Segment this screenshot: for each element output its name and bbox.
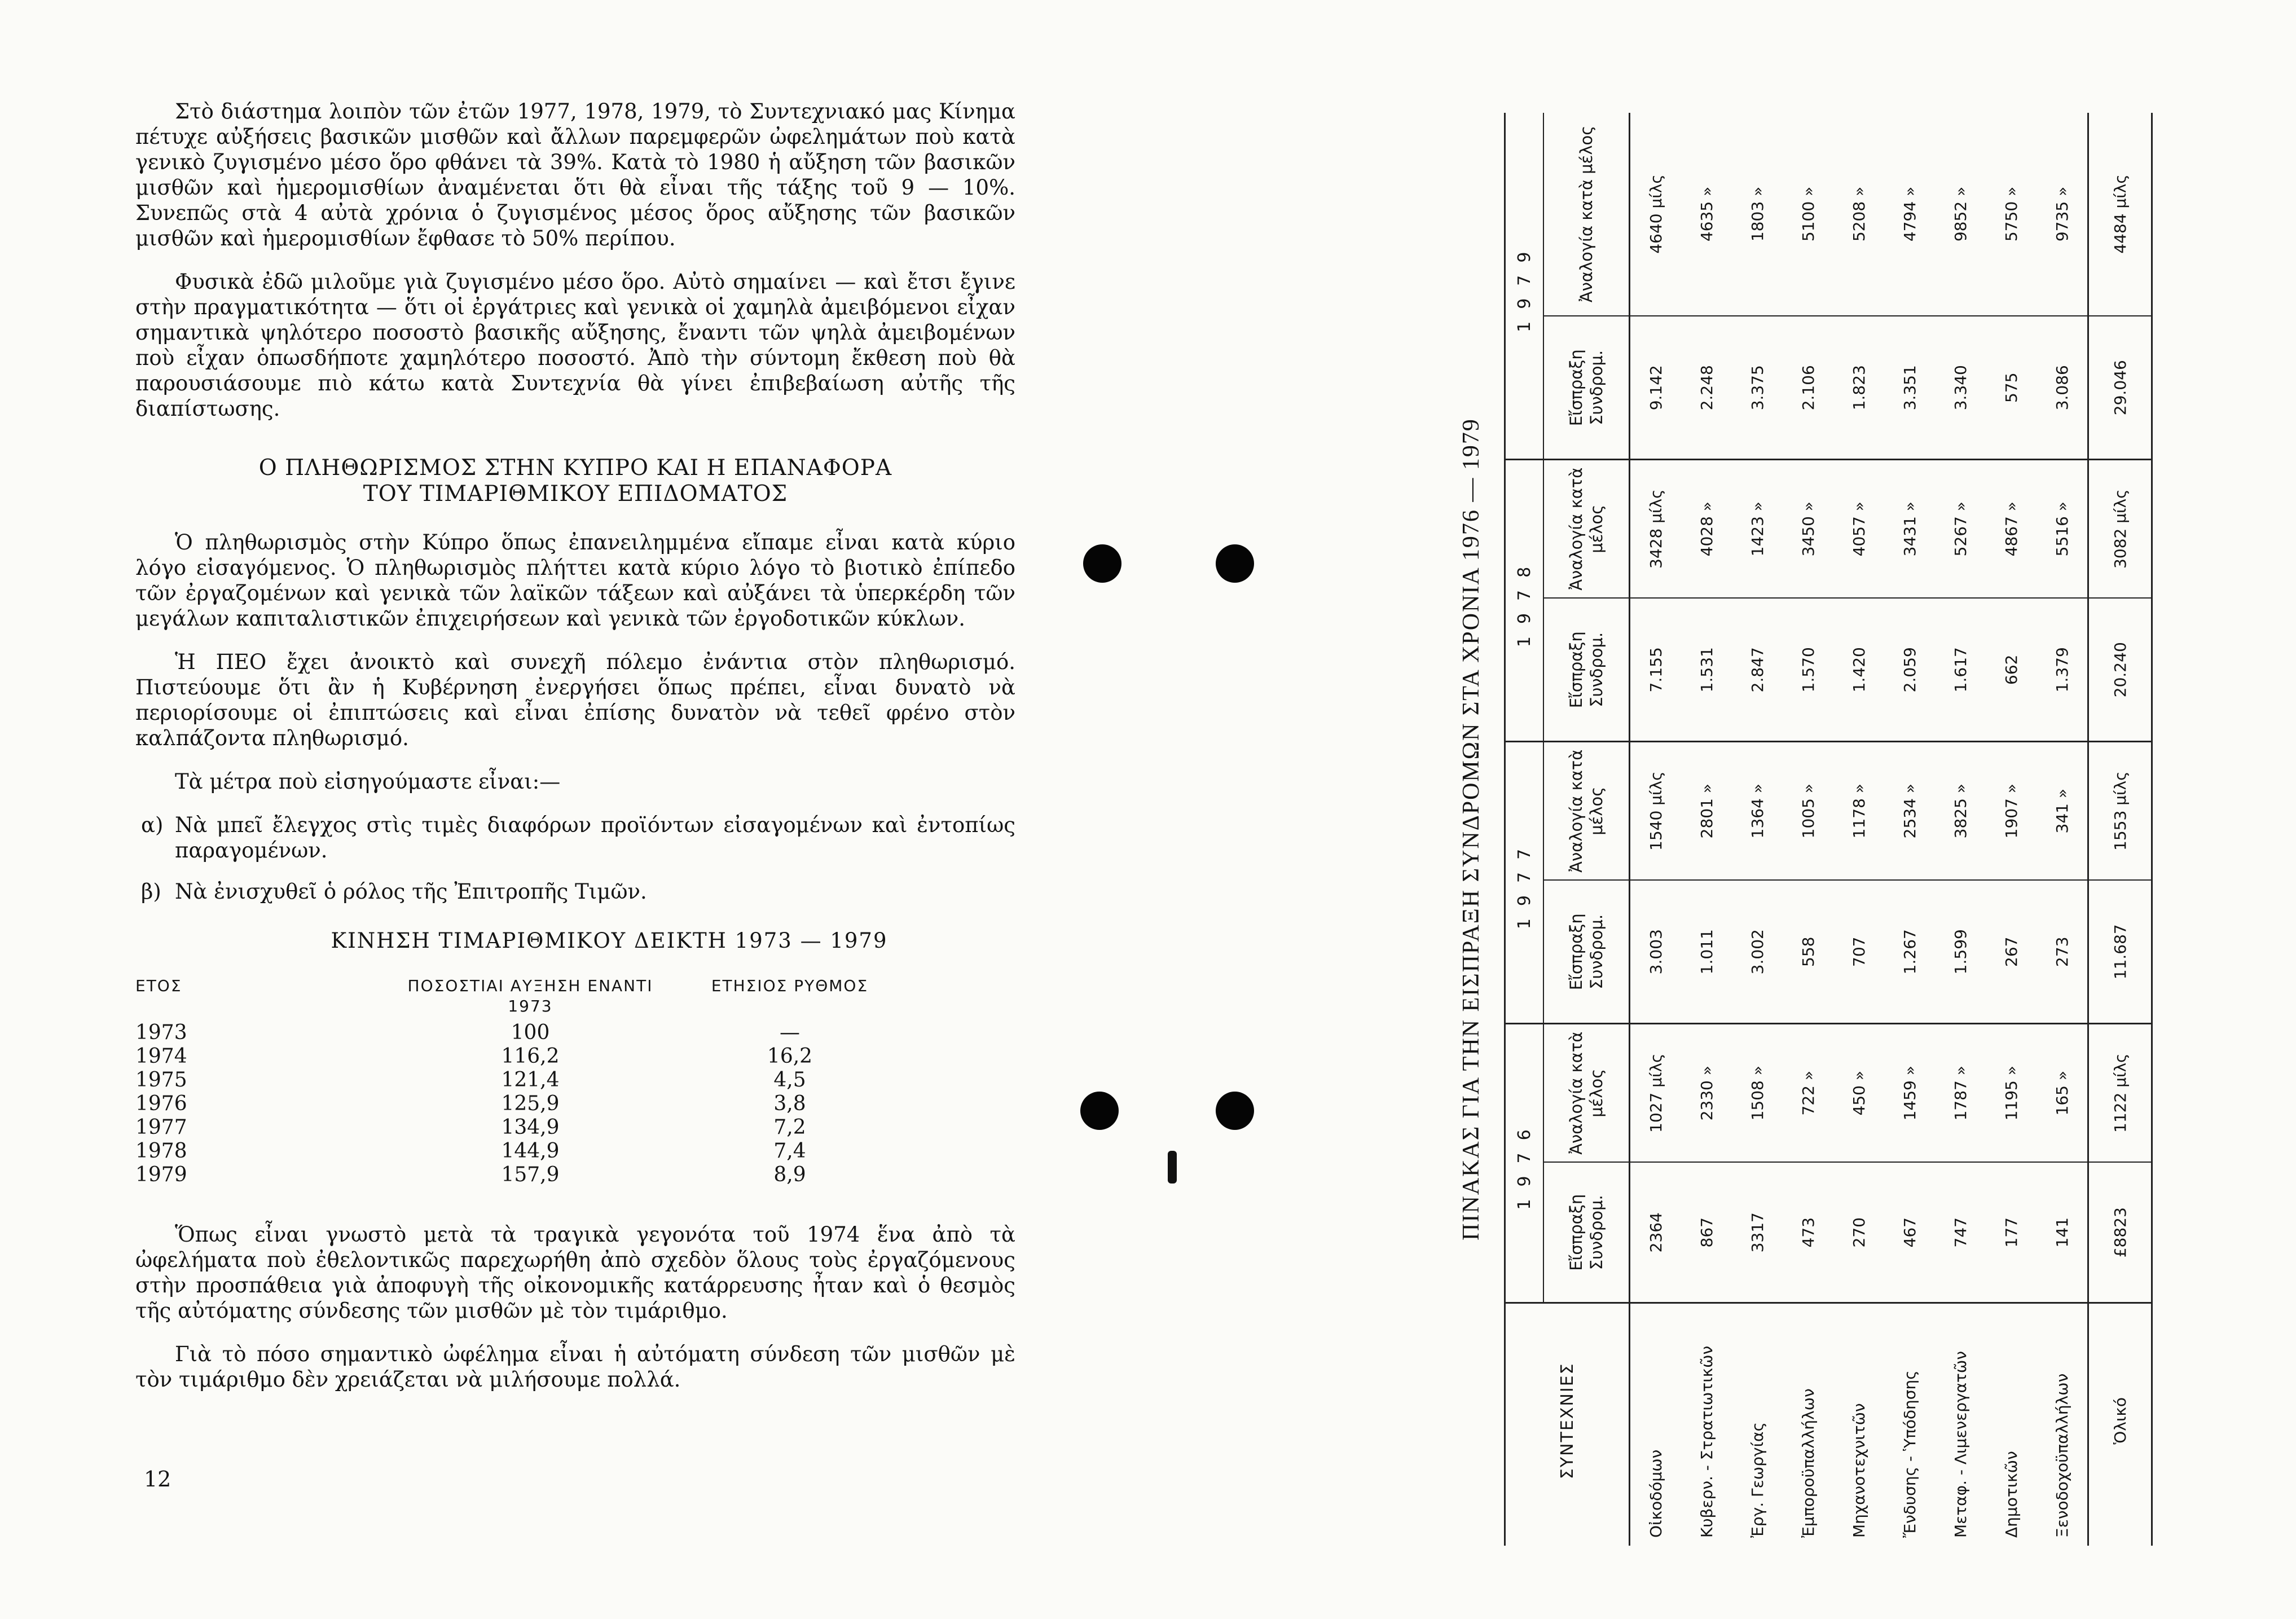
per-member-cell: 2534 »	[1884, 742, 1935, 880]
cpi-table-title: ΚΙΝΗΣΗ ΤΙΜΑΡΙΘΜΙΚΟΥ ΔΕΙΚΤΗ 1973 — 1979	[331, 929, 888, 953]
cpi-year-cell: 1979	[135, 1163, 187, 1186]
cpi-header-year: ΕΤΟΣ	[135, 976, 182, 995]
cpi-increase-cell: 144,9	[501, 1140, 560, 1163]
section-heading	[135, 455, 1015, 507]
cpi-year-cell: 1974	[135, 1045, 187, 1068]
cpi-rate-cell: 4,5	[773, 1068, 806, 1092]
year-header: 1976	[1505, 1024, 1544, 1303]
union-name: Ἐμποροϋπαλλήλων	[1783, 1303, 1833, 1546]
sub-header-collection: Εἴσπραξη Συνδρομ.	[1543, 316, 1630, 460]
cpi-row	[135, 1116, 903, 1140]
cpi-increase-cell: 121,4	[501, 1068, 560, 1092]
per-member-cell: 1787 »	[1935, 1024, 1986, 1162]
union-table-body	[1630, 113, 2152, 1546]
cpi-row	[135, 1068, 903, 1092]
per-member-cell: 1122 μίλς	[2088, 1024, 2152, 1162]
collection-cell: 2.847	[1732, 598, 1783, 742]
collection-cell: 467	[1884, 1162, 1935, 1303]
cpi-year-cell: 1978	[135, 1140, 187, 1163]
collection-cell: 1.267	[1884, 880, 1935, 1024]
collection-cell: 3.351	[1884, 316, 1935, 460]
union-name: Μεταφ. - Λιμενεργατῶν	[1935, 1303, 1986, 1546]
union-row	[1833, 113, 1884, 1546]
year-header: 1979	[1505, 113, 1544, 460]
collection-cell: 1.420	[1833, 598, 1884, 742]
collection-cell: 747	[1935, 1162, 1986, 1303]
per-member-cell: 4057 »	[1833, 460, 1884, 598]
collection-cell: 1.379	[2037, 598, 2088, 742]
collection-cell: 2.106	[1783, 316, 1833, 460]
per-member-cell: 4484 μίλς	[2088, 113, 2152, 316]
collection-cell: 1.823	[1833, 316, 1884, 460]
section-heading-line-2: ΤΟΥ ΤΙΜΑΡΙΘΜΙΚΟΥ ΕΠΙΔΟΜΑΤΟΣ	[363, 481, 788, 507]
union-name: Οἰκοδόμων	[1630, 1303, 1682, 1546]
per-member-cell: 4794 »	[1884, 113, 1935, 316]
per-member-cell: 450 »	[1833, 1024, 1884, 1162]
collection-cell: 1.599	[1935, 880, 1986, 1024]
cpi-header-row	[135, 976, 903, 1021]
collection-cell: 1.531	[1681, 598, 1732, 742]
union-row	[1681, 113, 1732, 1546]
cpi-row	[135, 1163, 903, 1187]
union-row	[1630, 113, 1682, 1546]
page-number: 12	[144, 1467, 171, 1492]
per-member-cell: 5516 »	[2037, 460, 2088, 598]
collection-cell: 3.002	[1732, 880, 1783, 1024]
year-header-row	[1505, 113, 1544, 1546]
sub-header-collection: Εἴσπραξη Συνδρομ.	[1543, 880, 1630, 1024]
collection-cell: 2.059	[1884, 598, 1935, 742]
collection-cell: 9.142	[1630, 316, 1682, 460]
collection-cell: 267	[1986, 880, 2037, 1024]
collection-cell: 1.570	[1783, 598, 1833, 742]
collection-cell: 3.375	[1732, 316, 1783, 460]
paragraph-6: Ὅπως εἶναι γνωστὸ μετὰ τὰ τραγικὰ γεγονότα τοῦ 1974 ἕνα ἀπὸ τὰ ὠφελήματα ποὺ ἐθελοντικῶς παρεχωρήθη ἀπὸ σχεδὸν ὅλους τοὺς ἐργαζόμενους στὴν προσπάθεια γιὰ ἀποφυγὴ τῆς οἰκονομικῆς κατάρρευσης ἦταν καὶ ὁ θεσμὸς τῆς αὐτόματης σύνδεσης τῶν μισθῶν μὲ τὸν τιμάριθμο.	[135, 1222, 1015, 1323]
paragraph-4: Ἡ ΠΕΟ ἔχει ἀνοικτὸ καὶ συνεχῆ πόλεμο ἐνάντια στὸν πληθωρισμό. Πιστεύουμε ὅτι ἂν ἡ Κυβέρνηση ἐνεργήσει ὅπως πρέπει, εἶναι δυνατὸ νὰ περιορίσουμε οἱ ἐπιπτώσεις καὶ εἶναι ἐπίσης δυνατὸν νὰ τεθεῖ φρένο στὸν καλπάζοντα πληθωρισμό.	[135, 650, 1015, 750]
union-row	[1986, 113, 2037, 1546]
per-member-cell: 2330 »	[1681, 1024, 1732, 1162]
collection-cell: 1.617	[1935, 598, 1986, 742]
collection-cell: 3.086	[2037, 316, 2088, 460]
per-member-cell: 1540 μίλς	[1630, 742, 1682, 880]
per-member-cell: 1027 μίλς	[1630, 1024, 1682, 1162]
unions-header: ΣΥΝΤΕΧΝΙΕΣ	[1505, 1303, 1630, 1546]
union-row	[1783, 113, 1833, 1546]
collection-cell: 2.248	[1681, 316, 1732, 460]
per-member-cell: 341 »	[2037, 742, 2088, 880]
collection-cell: 2364	[1630, 1162, 1682, 1303]
collection-cell: 273	[2037, 880, 2088, 1024]
measure-item	[135, 879, 1015, 904]
per-member-cell: 5208 »	[1833, 113, 1884, 316]
cpi-table	[135, 976, 903, 1187]
union-name: Ἔνδυσης - Ὑπόδησης	[1884, 1303, 1935, 1546]
cpi-row	[135, 1140, 903, 1163]
punch-hole	[1216, 1092, 1254, 1130]
cpi-row	[135, 1092, 903, 1116]
union-table-title: ΠΙΝΑΚΑΣ ΓΙΑ ΤΗΝ ΕΙΣΠΡΑΞΗ ΣΥΝΔΡΟΜΩΝ ΣΤΑ ΧΡΟΝΙΑ 1976 — 1979	[1458, 418, 1484, 1240]
per-member-cell: 5267 »	[1935, 460, 1986, 598]
punch-hole	[1083, 544, 1121, 583]
cpi-table-body	[135, 1021, 903, 1187]
per-member-cell: 5750 »	[1986, 113, 2037, 316]
union-table	[1504, 113, 2153, 1546]
cpi-rate-cell: 3,8	[773, 1092, 806, 1115]
collection-cell: 662	[1986, 598, 2037, 742]
per-member-cell: 1508 »	[1732, 1024, 1783, 1162]
union-name: Ἐργ. Γεωργίας	[1732, 1303, 1783, 1546]
collection-cell: 1.011	[1681, 880, 1732, 1024]
collection-cell: 3.003	[1630, 880, 1682, 1024]
collection-cell: 707	[1833, 880, 1884, 1024]
binding-mark	[1168, 1151, 1177, 1184]
paragraph-7: Γιὰ τὸ πόσο σημαντικὸ ὠφέλημα εἶναι ἡ αὐτόματη σύνδεση τῶν μισθῶν μὲ τὸν τιμάριθμο δὲν χρειάζεται νὰ μιλήσουμε πολλά.	[135, 1342, 1015, 1392]
sub-header-collection: Εἴσπραξη Συνδρομ.	[1543, 1162, 1630, 1303]
collection-cell: 177	[1986, 1162, 2037, 1303]
collection-cell: 20.240	[2088, 598, 2152, 742]
per-member-cell: 3825 »	[1935, 742, 1986, 880]
per-member-cell: 4640 μίλς	[1630, 113, 1682, 316]
cpi-year-cell: 1976	[135, 1092, 187, 1115]
cpi-row	[135, 1045, 903, 1068]
per-member-cell: 1178 »	[1833, 742, 1884, 880]
collection-cell: 575	[1986, 316, 2037, 460]
sub-header-per-member: Ἀναλογία κατὰ μέλος	[1543, 113, 1630, 316]
per-member-cell: 1907 »	[1986, 742, 2037, 880]
paragraph-2: Φυσικὰ ἐδῶ μιλοῦμε γιὰ ζυγισμένο μέσο ὅρο. Αὐτὸ σημαίνει — καὶ ἔτσι ἔγινε στὴν πραγματικότητα — ὅτι οἱ ἐργάτριες καὶ γενικὰ οἱ χαμηλὰ ἀμειβόμενοι εἶχαν σημαντικὰ ψηλότερο ποσοστὸ βασικῆς αὔξησης, ἔναντι τῶν ψηλὰ ἀμειβομένων ποὺ εἶχαν ὁπωσδήποτε χαμηλότερο ποσοστό. Ἀπὸ τὴν σύντομη ἔκθεση ποὺ θὰ παρουσιάσουμε πιὸ κάτω κατὰ Συντεχνία θὰ γίνει ἐπιβεβαίωση αὐτῆς τῆς διαπίστωσης.	[135, 270, 1015, 421]
union-row	[1935, 113, 1986, 1546]
union-row	[1884, 113, 1935, 1546]
cpi-rate-cell: 8,9	[773, 1163, 806, 1186]
per-member-cell: 1459 »	[1884, 1024, 1935, 1162]
cpi-increase-cell: 125,9	[501, 1092, 560, 1115]
per-member-cell: 3431 »	[1884, 460, 1935, 598]
per-member-cell: 9852 »	[1935, 113, 1986, 316]
paragraph-5: Τὰ μέτρα ποὺ εἰσηγούμαστε εἶναι:—	[175, 769, 561, 794]
year-header: 1978	[1505, 460, 1544, 742]
measure-marker: β)	[141, 879, 161, 904]
per-member-cell: 165 »	[2037, 1024, 2088, 1162]
per-member-cell: 3450 »	[1783, 460, 1833, 598]
sub-header-collection: Εἴσπραξη Συνδρομ.	[1543, 598, 1630, 742]
measure-text: Νὰ μπεῖ ἔλεγχος στὶς τιμὲς διαφόρων προϊόντων εἰσαγομένων καὶ ἐντοπίως παραγομένων.	[175, 813, 1015, 863]
sub-header-per-member: Ἀναλογία κατὰ μέλος	[1543, 742, 1630, 880]
left-page	[135, 99, 1015, 1410]
union-table-page	[1450, 113, 2211, 1546]
per-member-cell: 1423 »	[1732, 460, 1783, 598]
per-member-cell: 1005 »	[1783, 742, 1833, 880]
per-member-cell: 2801 »	[1681, 742, 1732, 880]
union-name: Κυβερν. - Στρατιωτικῶν	[1681, 1303, 1732, 1546]
collection-cell: 867	[1681, 1162, 1732, 1303]
section-heading-line-1: Ο ΠΛΗΘΩΡΙΣΜΟΣ ΣΤΗΝ ΚΥΠΡΟ ΚΑΙ Η ΕΠΑΝΑΦΟΡΑ	[258, 455, 892, 481]
punch-hole	[1216, 544, 1254, 583]
union-row	[1732, 113, 1783, 1546]
collection-cell: 3.340	[1935, 316, 1986, 460]
union-name: Δημοτικῶν	[1986, 1303, 2037, 1546]
collection-cell: 11.687	[2088, 880, 2152, 1024]
per-member-cell: 1195 »	[1986, 1024, 2037, 1162]
per-member-cell: 4028 »	[1681, 460, 1732, 598]
cpi-header-rate: ΕΤΗΣΙΟΣ ΡΥΘΜΟΣ	[711, 976, 869, 995]
cpi-row	[135, 1021, 903, 1045]
cpi-rate-cell: 16,2	[767, 1045, 813, 1068]
collection-cell: 473	[1783, 1162, 1833, 1303]
cpi-rate-cell: —	[780, 1021, 800, 1044]
per-member-cell: 722 »	[1783, 1024, 1833, 1162]
total-label: Ὁλικό	[2088, 1303, 2152, 1546]
cpi-increase-cell: 116,2	[501, 1045, 560, 1068]
paragraph-3: Ὁ πληθωρισμὸς στὴν Κύπρο ὅπως ἐπανειλημμένα εἴπαμε εἶναι κατὰ κύριο λόγο εἰσαγόμενος. Ὁ πληθωρισμὸς πλήττει κατὰ κύριο λόγο τὸ βιοτικὸ ἐπίπεδο τῶν ἐργαζομένων καὶ γενικὰ τῶν λαϊκῶν τάξεων καὶ αὐξάνει τὰ ὑπερκέρδη τῶν μεγάλων καπιταλιστικῶν ἐπιχειρήσεων καὶ γενικὰ τῶν ἐργοδοτικῶν κύκλων.	[135, 530, 1015, 631]
union-name: Μηχανοτεχνιτῶν	[1833, 1303, 1884, 1546]
per-member-cell: 4867 »	[1986, 460, 2037, 598]
collection-cell: 141	[2037, 1162, 2088, 1303]
cpi-increase-cell: 100	[511, 1021, 550, 1044]
per-member-cell: 3428 μίλς	[1630, 460, 1682, 598]
cpi-year-cell: 1973	[135, 1021, 187, 1044]
per-member-cell: 5100 »	[1783, 113, 1833, 316]
collection-cell: 270	[1833, 1162, 1884, 1303]
measure-text: Νὰ ἐνισχυθεῖ ὁ ρόλος τῆς Ἐπιτροπῆς Τιμῶν.	[175, 879, 647, 904]
year-header: 1977	[1505, 742, 1544, 1024]
collection-cell: 7.155	[1630, 598, 1682, 742]
per-member-cell: 4635 »	[1681, 113, 1732, 316]
cpi-rate-cell: 7,4	[773, 1140, 806, 1163]
per-member-cell: 1364 »	[1732, 742, 1783, 880]
collection-cell: £8823	[2088, 1162, 2152, 1303]
per-member-cell: 3082 μίλς	[2088, 460, 2152, 598]
measure-item	[135, 812, 1015, 863]
cpi-year-cell: 1975	[135, 1068, 187, 1092]
union-row	[2037, 113, 2088, 1546]
sub-header-per-member: Ἀναλογία κατὰ μέλος	[1543, 460, 1630, 598]
sub-header-per-member: Ἀναλογία κατὰ μέλος	[1543, 1024, 1630, 1162]
per-member-cell: 1553 μίλς	[2088, 742, 2152, 880]
collection-cell: 29.046	[2088, 316, 2152, 460]
cpi-rate-cell: 7,2	[773, 1116, 806, 1139]
collection-cell: 3317	[1732, 1162, 1783, 1303]
punch-hole	[1080, 1092, 1119, 1130]
per-member-cell: 9735 »	[2037, 113, 2088, 316]
union-total-row	[2088, 113, 2152, 1546]
measure-marker: α)	[141, 813, 164, 837]
cpi-header-increase: ΠΟΣΟΣΤΙΑΙ ΑΥΞΗΣΗ ΕΝΑΝΤΙ 1973	[407, 976, 653, 1015]
cpi-year-cell: 1977	[135, 1116, 187, 1139]
collection-cell: 558	[1783, 880, 1833, 1024]
cpi-increase-cell: 134,9	[501, 1116, 560, 1139]
union-name: Ξενοδοχοϋπαλλήλων	[2037, 1303, 2088, 1546]
per-member-cell: 1803 »	[1732, 113, 1783, 316]
cpi-increase-cell: 157,9	[501, 1163, 560, 1186]
paragraph-1: Στὸ διάστημα λοιπὸν τῶν ἐτῶν 1977, 1978, 1979, τὸ Συντεχνιακό μας Κίνημα πέτυχε αὐξήσεις βασικῶν μισθῶν καὶ ἄλλων παρεμφερῶν ὠφελημάτων ποὺ κατὰ γενικὸ ζυγισμένο μέσο ὅρο φθάνει τὰ 39%. Κατὰ τὸ 1980 ἡ αὔξηση τῶν βασικῶν μισθῶν καὶ ἡμερομισθίων ἀναμένεται ὅτι θὰ εἶναι τῆς τάξης τοῦ 9 — 10%. Συνεπῶς στὰ 4 αὐτὰ χρόνια ὁ ζυγισμένος μέσος ὅρος αὔξησης τῶν βασικῶν μισθῶν καὶ ἡμερομισθίων ἔφθασε τὸ 50% περίπου.	[135, 99, 1015, 250]
